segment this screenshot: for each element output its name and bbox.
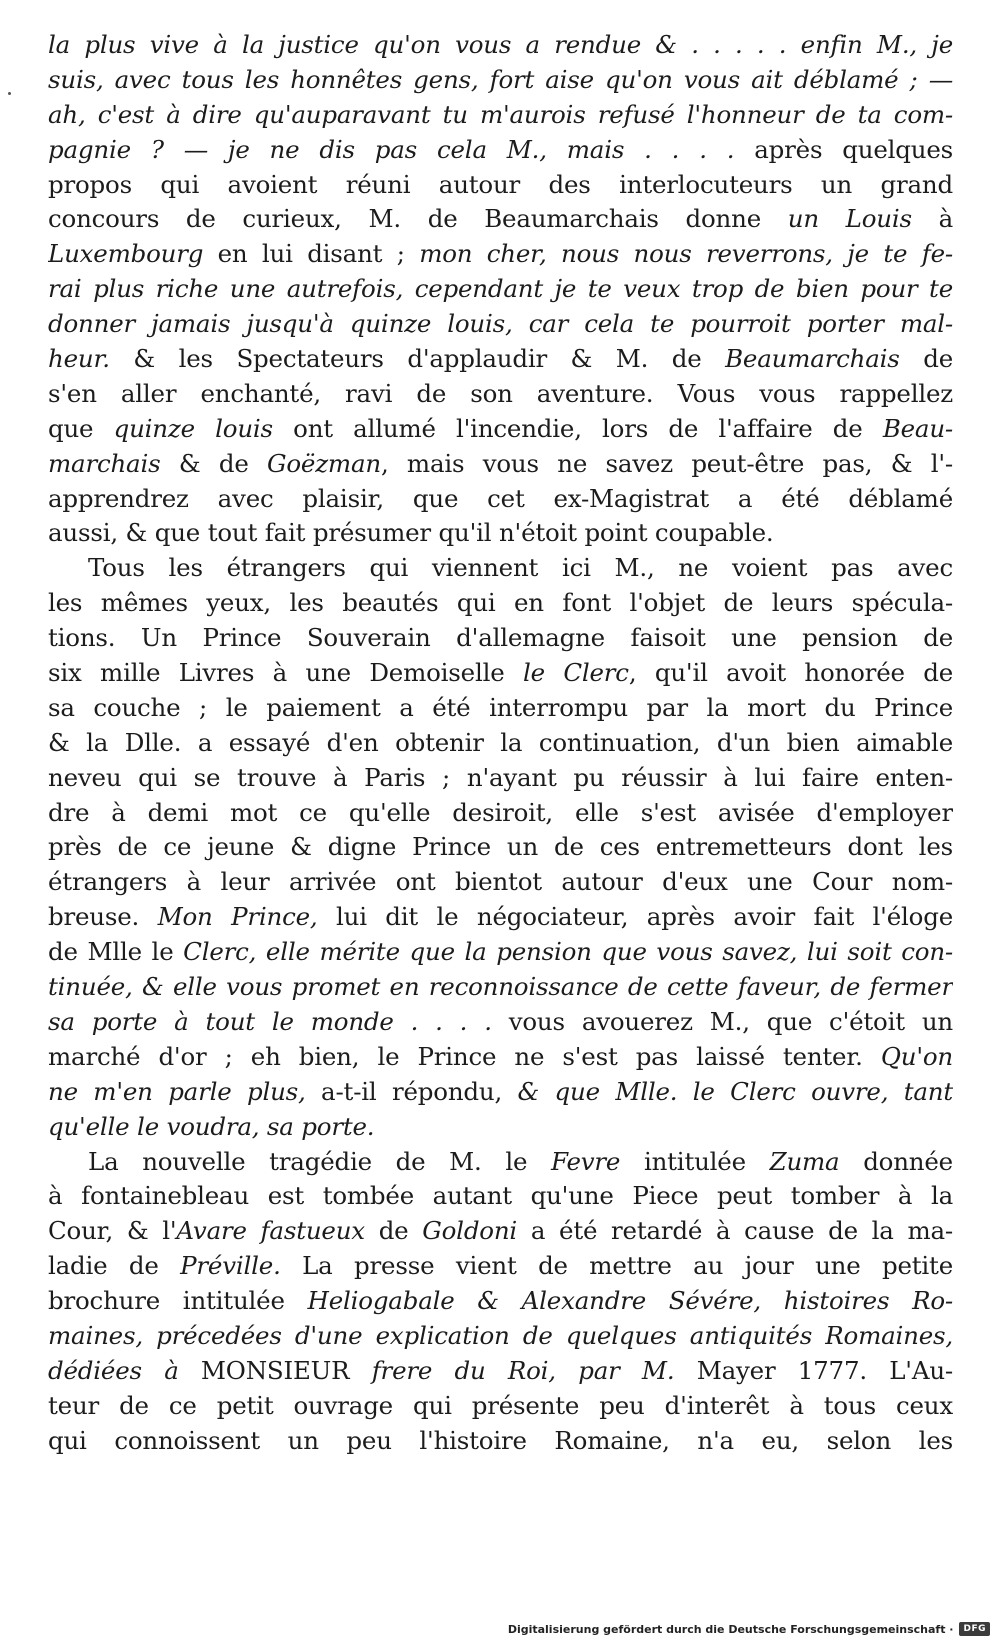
roman-run: MONSIEUR <box>200 1355 350 1385</box>
roman-run: breuse. <box>48 902 158 932</box>
text-line <box>48 447 953 482</box>
roman-run: Mayer 1777. L'Au- <box>674 1355 953 1385</box>
body-text <box>48 28 953 1459</box>
roman-run: les mêmes yeux, les beautés qui en font l'objet de leurs spécula- <box>48 588 953 618</box>
italic-run: qu'elle le voudra, sa porte. <box>48 1111 375 1141</box>
roman-run: brochure intitulée <box>48 1286 308 1316</box>
text-line <box>48 865 953 900</box>
italic-run: suis, avec tous les honnêtes gens, fort aise qu'on vous ait déblamé ; — <box>48 64 953 94</box>
text-line <box>48 1005 953 1040</box>
footer-credit: Digitalisierung gefördert durch die Deutsche Forschungsgemeinschaft · <box>507 1622 954 1636</box>
text-line <box>48 1040 953 1075</box>
roman-run: sa couche ; le paiement a été interrompu par la mort du Prince <box>48 692 953 722</box>
roman-run: près de ce jeune & digne Prince un de ces entremetteurs dont les <box>48 832 953 862</box>
italic-run: Préville. <box>180 1251 281 1281</box>
roman-run: & de <box>160 448 267 478</box>
roman-run: six mille Livres à une Demoiselle <box>48 658 523 688</box>
roman-run: & la Dlle. a essayé d'en obtenir la continuation, d'un bien aimable <box>48 727 953 757</box>
text-line <box>48 1214 953 1249</box>
text-line <box>48 133 953 168</box>
digitization-footer <box>0 1618 1000 1640</box>
text-line <box>48 900 953 935</box>
margin-speck <box>8 92 11 95</box>
italic-run: maines, précedées d'une explication de quelques antiquités Romaines, <box>48 1320 953 1350</box>
italic-run: sa porte à tout le monde . . . . <box>48 1006 492 1036</box>
text-line <box>48 342 953 377</box>
roman-run: de Mlle le <box>48 937 184 967</box>
dfg-logo: DFG <box>959 1622 990 1636</box>
roman-run: marché d'or ; eh bien, le Prince ne s'est pas laissé tenter. <box>48 1041 881 1071</box>
text-line <box>48 796 953 831</box>
roman-run: lui dit le négociateur, après avoir fait l'éloge <box>317 902 953 932</box>
text-line <box>48 551 953 586</box>
italic-run: marchais <box>48 448 161 478</box>
text-line <box>48 1389 953 1424</box>
italic-run: dédiées à <box>48 1355 201 1385</box>
italic-run: pagnie ? — je ne dis pas cela M., mais . . . . <box>48 134 755 164</box>
text-line <box>48 656 953 691</box>
roman-run: La nouvelle tragédie de M. le <box>88 1146 551 1176</box>
text-line <box>48 168 953 203</box>
roman-run: neveu qui se trouve à Paris ; n'ayant pu réussir à lui faire enten- <box>48 762 953 792</box>
text-line <box>48 970 953 1005</box>
roman-run: , mais vous ne savez peut-être pas, & l'- <box>380 448 953 478</box>
text-line <box>48 516 953 551</box>
roman-run: vous avouerez M., que c'étoit un <box>491 1006 953 1036</box>
italic-run: Zuma <box>769 1146 840 1176</box>
roman-run: ladie de <box>48 1251 181 1281</box>
roman-run: intitulée <box>620 1146 770 1176</box>
roman-run: après quelques <box>754 134 953 164</box>
roman-run: a-t-il répondu, <box>305 1076 518 1106</box>
italic-run: quinze louis <box>113 413 273 443</box>
roman-run: apprendrez avec plaisir, que cet ex-Magistrat a été déblamé <box>48 483 953 513</box>
roman-run: ont allumé l'incendie, lors de l'affaire de <box>272 413 883 443</box>
roman-run: concours de curieux, M. de Beaumarchais donne <box>48 204 788 234</box>
italic-run: Mon Prince, <box>157 902 318 932</box>
text-line <box>48 63 953 98</box>
text-line <box>48 377 953 412</box>
text-line <box>48 98 953 133</box>
italic-run: Beaumarchais <box>725 344 900 374</box>
italic-run: Heliogabale & Alexandre Sévére, histoires Ro- <box>307 1286 953 1316</box>
text-line <box>48 202 953 237</box>
roman-run: en lui disant ; <box>203 239 420 269</box>
italic-run: heur. <box>48 344 110 374</box>
italic-run: Qu'on <box>880 1041 953 1071</box>
text-line <box>48 691 953 726</box>
text-line <box>48 1249 953 1284</box>
italic-run: donner jamais jusqu'à quinze louis, car cela te pourroit porter mal- <box>48 309 953 339</box>
text-line <box>48 1424 953 1459</box>
text-line <box>48 586 953 621</box>
italic-run: le Clerc <box>522 658 629 688</box>
text-line <box>48 1179 953 1214</box>
roman-run: de <box>364 1216 423 1246</box>
roman-run: teur de ce petit ouvrage qui présente peu d'interêt à tous ceux <box>48 1390 953 1420</box>
italic-run: Avare fastueux <box>176 1216 365 1246</box>
roman-run: La presse vient de mettre au jour une petite <box>280 1251 953 1281</box>
roman-run: & les Spectateurs d'applaudir & M. de <box>109 344 726 374</box>
roman-run: à fontainebleau est tombée autant qu'une Piece peut tomber à la <box>48 1181 953 1211</box>
text-line <box>48 482 953 517</box>
text-line <box>48 307 953 342</box>
italic-run: la plus vive à la justice qu'on vous a rendue & . . . . . enfin M., je <box>48 30 953 59</box>
italic-run: frere du Roi, par M. <box>349 1355 675 1385</box>
italic-run: Goëzman <box>267 448 381 478</box>
text-line <box>48 726 953 761</box>
text-line <box>48 1145 953 1180</box>
roman-run: que <box>48 413 114 443</box>
roman-run: dre à demi mot ce qu'elle desiroit, elle s'est avisée d'employer <box>48 797 953 827</box>
italic-run: ah, c'est à dire qu'auparavant tu m'aurois refusé l'honneur de ta com- <box>48 99 953 129</box>
text-line <box>48 1284 953 1319</box>
italic-run: Goldoni <box>422 1216 518 1246</box>
italic-run: Fevre <box>551 1146 621 1176</box>
italic-run: rai plus riche une autrefois, cependant je te veux trop de bien pour te <box>48 274 953 304</box>
italic-run: mon cher, nous nous reverrons, je te fe- <box>419 239 953 269</box>
roman-run: s'en aller enchanté, ravi de son aventure. Vous vous rappellez <box>48 378 953 408</box>
italic-run: & que Mlle. le Clerc ouvre, tant <box>517 1076 953 1106</box>
text-line <box>48 1110 953 1145</box>
roman-run: tions. Un Prince Souverain d'allemagne faisoit une pension de <box>48 623 953 653</box>
text-line <box>48 412 953 447</box>
text-line <box>48 1354 953 1389</box>
text-line <box>48 935 953 970</box>
roman-run: qui connoissent un peu l'histoire Romaine, n'a eu, selon les <box>48 1425 953 1455</box>
text-line <box>48 830 953 865</box>
italic-run: tinuée, & elle vous promet en reconnoissance de cette faveur, de fermer <box>48 972 953 1002</box>
italic-run: ne m'en parle plus, <box>48 1076 306 1106</box>
text-line <box>48 272 953 307</box>
text-line <box>48 621 953 656</box>
roman-run: aussi, & que tout fait présumer qu'il n'étoit point coupable. <box>48 518 774 548</box>
roman-run: Tous les étrangers qui viennent ici M., ne voient pas avec <box>88 553 953 583</box>
roman-run: a été retardé à cause de la ma- <box>517 1216 953 1246</box>
roman-run: étrangers à leur arrivée ont bientot autour d'eux une Cour nom- <box>48 867 953 897</box>
roman-run: Cour, & l' <box>48 1216 177 1246</box>
text-line <box>48 761 953 796</box>
roman-run: à <box>911 204 953 234</box>
italic-run: un Louis <box>787 204 912 234</box>
italic-run: Clerc, elle mérite que la pension que vous savez, lui soit con- <box>183 937 953 967</box>
roman-run: de <box>899 344 953 374</box>
roman-run: , qu'il avoit honorée de <box>628 658 953 688</box>
text-line <box>48 28 953 63</box>
roman-run: donnée <box>839 1146 953 1176</box>
text-line <box>48 1075 953 1110</box>
italic-run: Beau- <box>882 413 953 443</box>
italic-run: Luxembourg <box>48 239 204 269</box>
text-line <box>48 237 953 272</box>
roman-run: propos qui avoient réuni autour des interlocuteurs un grand <box>48 169 953 199</box>
text-line <box>48 1319 953 1354</box>
